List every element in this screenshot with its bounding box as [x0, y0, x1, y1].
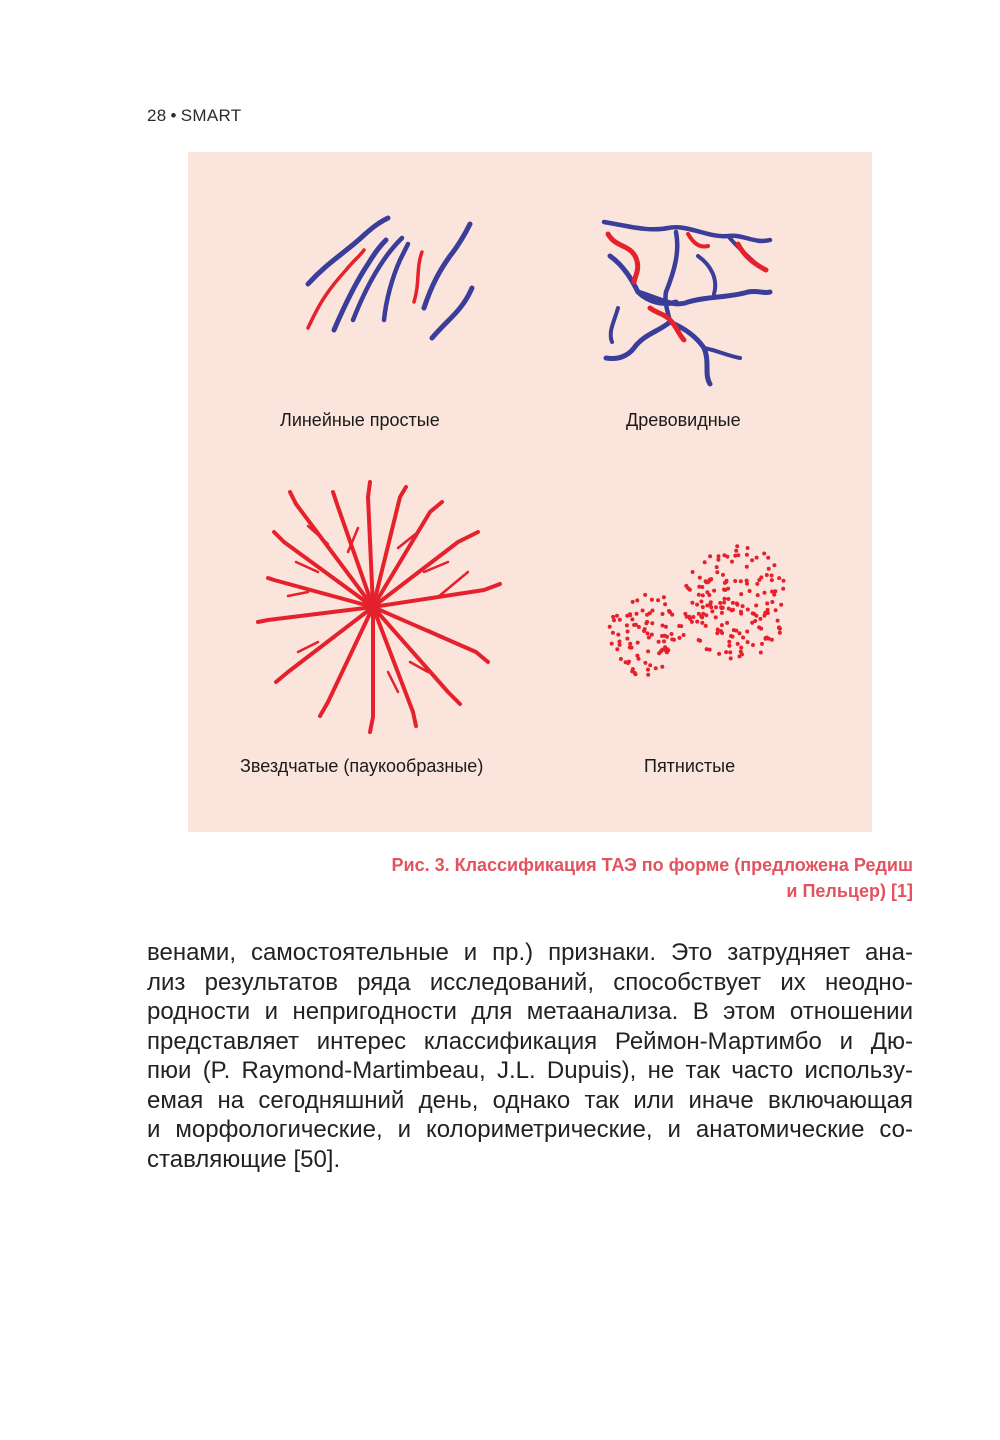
spot-dot	[679, 624, 683, 628]
spotted-vessels-icon	[608, 544, 786, 677]
spot-dot	[688, 617, 692, 621]
spot-dot	[657, 640, 661, 644]
spot-dot	[756, 593, 760, 597]
spot-dot	[616, 633, 620, 637]
spot-dot	[697, 585, 701, 589]
spot-dot	[678, 636, 682, 640]
body-line: лиз результатов ряда исследований, способствует их неодно-	[147, 968, 913, 996]
spot-dot	[656, 598, 660, 602]
spot-dot	[651, 609, 655, 613]
spot-dot	[662, 639, 666, 643]
spot-dot	[721, 573, 725, 577]
section-title: SMART	[180, 106, 242, 125]
body-line: емая на сегодняшний день, однако так или иначе включающая	[147, 1086, 913, 1114]
spot-dot	[728, 650, 732, 654]
spot-dot	[725, 555, 729, 559]
spot-dot	[650, 598, 654, 602]
spot-dot	[701, 605, 705, 609]
spot-dot	[770, 600, 774, 604]
spot-dot	[608, 625, 612, 629]
spot-dot	[648, 663, 652, 667]
spot-dot	[734, 629, 738, 633]
spot-dot	[717, 554, 721, 558]
spot-dot	[777, 625, 781, 629]
spot-dot	[717, 652, 721, 656]
spot-dot	[690, 601, 694, 605]
spot-dot	[700, 621, 704, 625]
spot-dot	[774, 608, 778, 612]
spot-dot	[720, 623, 724, 627]
spot-dot	[772, 563, 776, 567]
spot-dot	[643, 661, 647, 665]
spot-dot	[625, 637, 629, 641]
spot-dot	[715, 570, 719, 574]
spot-dot	[708, 554, 712, 558]
body-line: пюи (P. Raymond-Martimbeau, J.L. Dupuis), не так часто использу-	[147, 1057, 913, 1084]
figure-caption	[240, 852, 913, 904]
spot-dot	[770, 638, 774, 642]
spot-dot	[709, 577, 713, 581]
spot-dot	[710, 609, 714, 613]
spot-dot	[663, 602, 667, 606]
spot-dot	[611, 615, 615, 619]
spot-dot	[650, 621, 654, 625]
figure-illustration	[188, 152, 872, 832]
spot-dot	[715, 565, 719, 569]
spot-dot	[729, 656, 733, 660]
spot-dot	[714, 605, 718, 609]
spot-dot	[758, 617, 762, 621]
spot-dot	[646, 649, 650, 653]
spot-dot	[741, 636, 745, 640]
spot-dot	[748, 589, 752, 593]
spot-dot	[725, 621, 729, 625]
spot-dot	[643, 627, 647, 631]
spot-dot	[684, 584, 688, 588]
spot-dot	[628, 612, 632, 616]
spot-dot	[630, 617, 634, 621]
spot-dot	[697, 593, 701, 597]
spot-dot	[762, 552, 766, 556]
spot-dot	[704, 613, 708, 617]
spot-dot	[612, 618, 616, 622]
spot-dot	[641, 609, 645, 613]
spot-dot	[610, 642, 614, 646]
spot-dot	[736, 642, 740, 646]
spot-dot	[718, 601, 722, 605]
spot-dot	[739, 646, 743, 650]
spot-dot	[726, 597, 730, 601]
spot-dot	[698, 576, 702, 580]
spot-dot	[735, 603, 739, 607]
spot-dot	[636, 641, 640, 645]
spot-dot	[779, 603, 783, 607]
spot-dot	[745, 630, 749, 634]
spot-dot	[650, 633, 654, 637]
spot-dot	[734, 549, 738, 553]
body-paragraph	[147, 938, 913, 1174]
spot-dot	[704, 579, 708, 583]
spot-dot	[670, 632, 674, 636]
spot-dot	[645, 613, 649, 617]
spot-dot	[625, 623, 629, 627]
spot-dot	[757, 578, 761, 582]
spot-dot	[723, 597, 727, 601]
spot-dot	[739, 650, 743, 654]
page-header	[147, 106, 241, 126]
spot-dot	[701, 593, 705, 597]
tree-vessels-icon	[604, 222, 770, 384]
spot-dot	[763, 591, 767, 595]
spot-dot	[764, 636, 768, 640]
spot-dot	[699, 600, 703, 604]
spot-dot	[773, 589, 777, 593]
spot-dot	[727, 607, 731, 611]
spot-dot	[634, 672, 638, 676]
spot-dot	[739, 579, 743, 583]
spot-dot	[766, 556, 770, 560]
spot-dot	[630, 669, 634, 673]
spot-dot	[720, 611, 724, 615]
spot-dot	[660, 665, 664, 669]
spot-dot	[757, 625, 761, 629]
spot-dot	[666, 648, 670, 652]
spot-dot	[781, 587, 785, 591]
spot-dot	[646, 668, 650, 672]
spot-dot	[615, 647, 619, 651]
spot-dot	[722, 601, 726, 605]
body-line: и морфологические, и колориметрические, и анатомические со-	[147, 1116, 913, 1143]
spot-dot	[741, 604, 745, 608]
page-number: 28	[147, 106, 167, 125]
spot-dot	[724, 650, 728, 654]
spot-dot	[628, 642, 632, 646]
spot-dot	[682, 633, 686, 637]
spot-dot	[619, 657, 623, 661]
spot-dot	[767, 567, 771, 571]
label-spotted: Пятнистые	[644, 756, 736, 776]
spot-dot	[626, 661, 630, 665]
spot-dot	[733, 554, 737, 558]
spot-dot	[716, 558, 720, 562]
spot-dot	[705, 647, 709, 651]
caption-line-1: Рис. 3. Классификация ТАЭ по форме (предложена Редиш	[391, 855, 913, 875]
spot-dot	[755, 556, 759, 560]
spot-dot	[691, 570, 695, 574]
spot-dot	[745, 553, 749, 557]
spot-dot	[754, 604, 758, 608]
spot-dot	[760, 642, 764, 646]
spot-dot	[643, 593, 647, 597]
spot-dot	[634, 623, 638, 627]
spot-dot	[750, 621, 754, 625]
spot-dot	[722, 588, 726, 592]
spot-dot	[763, 611, 767, 615]
spot-dot	[660, 634, 664, 638]
spot-dot	[631, 600, 635, 604]
spot-dot	[770, 578, 774, 582]
spot-dot	[654, 666, 658, 670]
spot-dot	[739, 610, 743, 614]
spot-dot	[635, 612, 639, 616]
star-vessels-icon	[258, 482, 500, 732]
spot-dot	[704, 624, 708, 628]
spot-dot	[738, 631, 742, 635]
spot-dot	[697, 612, 701, 616]
spot-dot	[661, 612, 665, 616]
spot-dot	[667, 609, 671, 613]
spot-dot	[664, 625, 668, 629]
spot-dot	[765, 602, 769, 606]
spot-dot	[661, 624, 665, 628]
header-separator: •	[170, 106, 177, 125]
spot-dot	[776, 619, 780, 623]
spot-dot	[611, 631, 615, 635]
spot-dot	[672, 638, 676, 642]
spot-dot	[745, 579, 749, 583]
spot-dot	[719, 629, 723, 633]
spot-dot	[712, 589, 716, 593]
spot-dot	[646, 673, 650, 677]
spot-dot	[695, 620, 699, 624]
spot-dot	[670, 613, 674, 617]
spot-dot	[615, 614, 619, 618]
spot-dot	[707, 593, 711, 597]
spot-dot	[715, 631, 719, 635]
spot-dot	[770, 574, 774, 578]
body-line: родности и непригодности для метаанализа. В этом отношении	[147, 998, 913, 1025]
spot-dot	[630, 646, 634, 650]
spot-dot	[618, 640, 622, 644]
spot-dot	[705, 604, 709, 608]
spot-dot	[647, 636, 651, 640]
spot-dot	[691, 615, 695, 619]
spot-dot	[659, 650, 663, 654]
spot-dot	[618, 643, 622, 647]
spot-dot	[729, 634, 733, 638]
spot-dot	[746, 640, 750, 644]
figure-telangiectasia-classification	[188, 152, 872, 832]
linear-vessels-icon	[308, 218, 472, 338]
body-line: ставляющие [50].	[147, 1145, 341, 1173]
spot-dot	[765, 573, 769, 577]
spot-dot	[683, 612, 687, 616]
spot-dot	[751, 611, 755, 615]
spot-dot	[635, 654, 639, 658]
spot-dot	[746, 608, 750, 612]
spot-dot	[645, 620, 649, 624]
spot-dot	[727, 640, 731, 644]
spot-dot	[635, 598, 639, 602]
spot-dot	[662, 595, 666, 599]
spot-dot	[618, 618, 622, 622]
spot-dot	[695, 603, 699, 607]
body-line: представляет интерес классификация Реймон-Мартимбо и Дю-	[147, 1027, 913, 1055]
spot-dot	[700, 615, 704, 619]
label-star-like: Звездчатые (паукообразные)	[240, 756, 484, 776]
spot-dot	[698, 639, 702, 643]
spot-dot	[626, 630, 630, 634]
spot-dot	[777, 576, 781, 580]
spot-dot	[730, 560, 734, 564]
spot-dot	[750, 558, 754, 562]
label-linear-simple: Линейные простые	[280, 410, 440, 430]
spot-dot	[720, 606, 724, 610]
spot-dot	[735, 544, 739, 548]
spot-dot	[782, 579, 786, 583]
spot-dot	[646, 631, 650, 635]
spot-dot	[751, 643, 755, 647]
spot-dot	[755, 582, 759, 586]
spot-dot	[739, 592, 743, 596]
spot-dot	[759, 651, 763, 655]
spot-dot	[733, 579, 737, 583]
spot-dot	[778, 631, 782, 635]
body-line: венами, самостоятельные и пр.) признаки. Это затрудняет ана-	[147, 939, 913, 966]
spot-dot	[731, 601, 735, 605]
spot-dot	[745, 565, 749, 569]
spot-dot	[703, 560, 707, 564]
spot-dot	[725, 579, 729, 583]
label-tree-like: Древовидные	[626, 410, 741, 430]
spot-dot	[746, 546, 750, 550]
spot-dot	[727, 644, 731, 648]
caption-line-2: и Пельцер) [1]	[786, 881, 913, 901]
spot-dot	[754, 614, 758, 618]
spot-dot	[714, 615, 718, 619]
